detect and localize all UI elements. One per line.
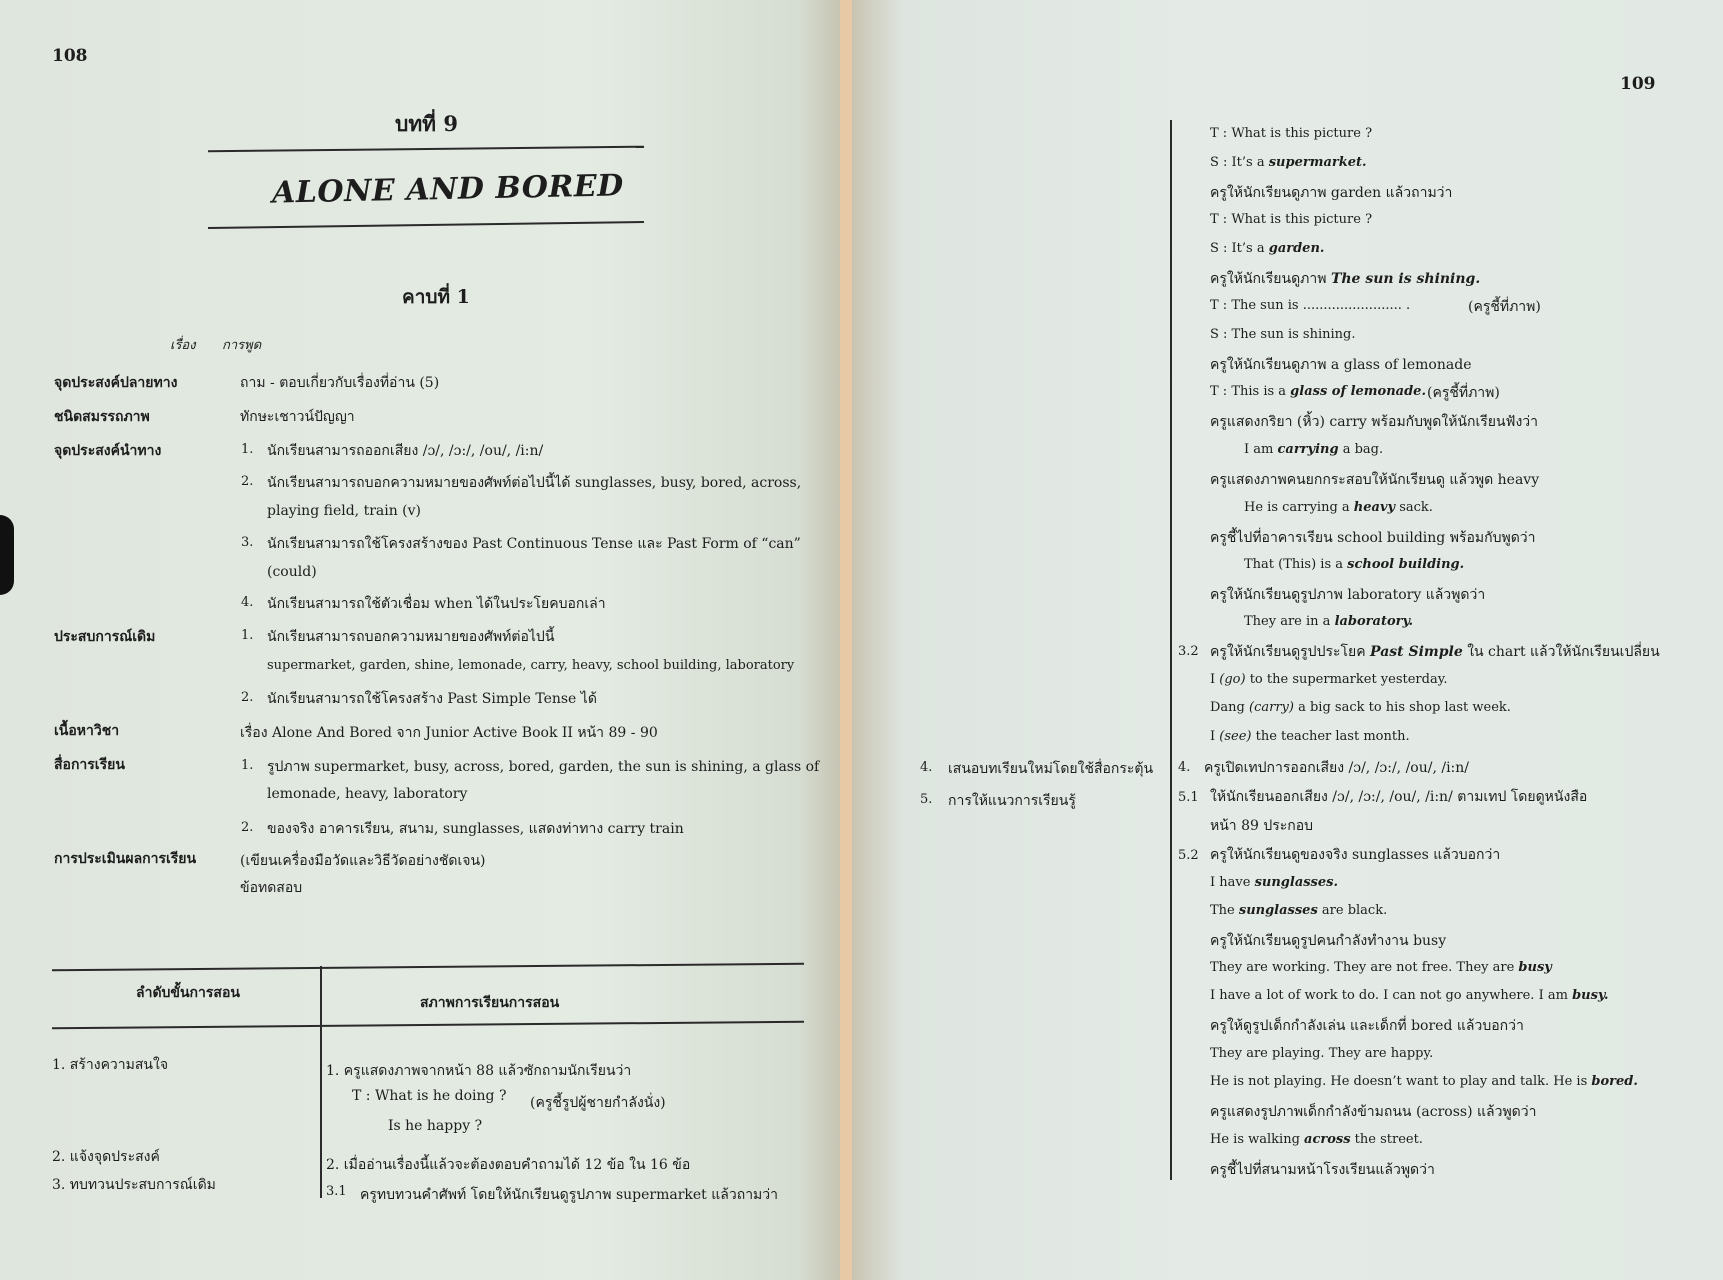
instruction-line: ครูให้นักเรียนดูภาพ The sun is shining. [1210,271,1481,287]
list-item: นักเรียนสามารถใช้โครงสร้าง Past Simple Tense ได้ [267,691,597,707]
row-label-evaluation: การประเมินผลการเรียน [54,851,197,867]
list-item-number: 2. [241,474,254,489]
example-line: Dang (carry) a big sack to his shop last week. [1210,700,1511,715]
step-1: 1. สร้างความสนใจ [52,1057,169,1073]
instruction-line: ครูแสดงกริยา (หิ้ว) carry พร้อมกับพูดให้นักเรียนฟังว่า [1210,414,1539,430]
dialogue-note: (ครูชี้ที่ภาพ) [1468,299,1541,315]
page-number-left: 108 [52,46,88,66]
item-number: 4. [1178,760,1191,775]
dialogue-line: S : It’s a supermarket. [1210,155,1367,170]
item-number: 3.2 [1178,644,1199,659]
instruction-line: ครูชี้ไปที่อาคารเรียน school building พร้อมกับพูดว่า [1210,530,1536,546]
example-line: They are playing. They are happy. [1210,1046,1434,1061]
step-2: 2. แจ้งจุดประสงค์ [52,1149,160,1165]
dialogue-note: (ครูชี้ที่ภาพ) [1427,385,1500,401]
instruction-line: ครูให้นักเรียนดูภาพ garden แล้วถามว่า [1210,185,1453,201]
table-rule-top [52,963,804,972]
activity-1: 1. ครูแสดงภาพจากหน้า 88 แล้วซักถามนักเรียนว่า [326,1063,632,1079]
instruction-line: ครูชี้ไปที่สนามหน้าโรงเรียนแล้วพูดว่า [1210,1162,1435,1178]
example-line: That (This) is a school building. [1244,557,1465,572]
list-item-number: 1. [241,628,254,643]
list-item: นักเรียนสามารถใช้โครงสร้างของ Past Continuous Tense และ Past Form of “can” [267,536,801,552]
binder-ring [0,515,14,595]
example-line: He is walking across the street. [1210,1132,1423,1147]
activity-1-dialogue: T : What is he doing ? [352,1088,507,1104]
list-item-number: 1. [241,442,254,457]
instruction-line: ครูให้ดูรูปเด็กกำลังเล่น และเด็กที่ bored แล้วบอกว่า [1210,1018,1524,1034]
activity-2: 2. เมื่ออ่านเรื่องนี้แล้วจะต้องตอบคำถามได้ 12 ข้อ ใน 16 ข้อ [326,1157,691,1173]
title-rule-top [208,146,644,153]
row-label-enabling-objectives: จุดประสงค์นำทาง [54,443,162,459]
step-4-number: 4. [920,760,933,775]
instruction-line: ครูให้นักเรียนดูภาพ a glass of lemonade [1210,357,1472,373]
table-rule-header [52,1021,804,1030]
example-line: They are in a laboratory. [1244,614,1414,629]
row-label-competency: ชนิดสมรรถภาพ [54,409,150,425]
list-item-continued: supermarket, garden, shine, lemonade, carry, heavy, school building, laboratory [267,658,795,673]
list-item: รูปภาพ supermarket, busy, across, bored, garden, the sun is shining, a glass of [267,759,820,775]
instruction-line: ครูแสดงรูปภาพเด็กกำลังข้ามถนน (across) แล้วพูดว่า [1210,1104,1537,1120]
example-line: The sunglasses are black. [1210,903,1388,918]
list-item-continued: playing field, train (v) [267,503,422,519]
row-label-materials: สื่อการเรียน [54,757,125,773]
list-item-number: 2. [241,820,254,835]
row-value-competency: ทักษะเชาวน์ปัญญา [240,409,355,425]
item-number: 5.2 [1178,848,1199,863]
topic-value: การพูด [222,338,262,353]
row-label-terminal-objective: จุดประสงค์ปลายทาง [54,375,178,391]
row-value-evaluation: (เขียนเครื่องมือวัดและวิธีวัดอย่างชัดเจน) [240,853,486,869]
row-label-prior-experience: ประสบการณ์เดิม [54,629,156,645]
activity-1-note: (ครูชี้รูปผู้ชายกำลังนั่ง) [530,1095,666,1111]
list-item: นักเรียนสามารถออกเสียง /ɔ/, /ɔ:/, /ou/, /i:n/ [267,443,544,459]
dialogue-line: T : What is this picture ? [1210,126,1373,141]
list-item: นักเรียนสามารถบอกความหมายของศัพท์ต่อไปนี้ [267,629,555,645]
topic-label: เรื่อง [170,338,196,353]
left-page [0,0,840,1280]
dialogue-line: S : It’s a garden. [1210,241,1325,256]
instruction-line: ครูให้นักเรียนดูรูปคนกำลังทำงาน busy [1210,933,1447,949]
list-item: นักเรียนสามารถบอกความหมายของศัพท์ต่อไปนี้ได้ sunglasses, busy, bored, across, [267,475,802,491]
example-line: They are working. They are not free. They are busy [1210,960,1552,975]
step-4: เสนอบทเรียนใหม่โดยใช้สื่อกระตุ้น [948,761,1154,777]
example-line: I have a lot of work to do. I can not go anywhere. I am busy. [1210,988,1609,1003]
example-line: I have sunglasses. [1210,875,1338,890]
page-title: ALONE AND BORED [271,168,625,211]
instruction-line: ครูให้นักเรียนดูรูปประโยค Past Simple ใน chart แล้วให้นักเรียนเปลี่ยน [1210,644,1660,660]
table-header-activities: สภาพการเรียนการสอน [420,995,560,1011]
dialogue-line: T : This is a glass of lemonade. [1210,384,1426,399]
row-value-content: เรื่อง Alone And Bored จาก Junior Active Book II หน้า 89 - 90 [240,725,658,741]
dialogue-line: T : What is this picture ? [1210,212,1373,227]
chapter-heading: บทที่ 9 [395,111,458,136]
list-item-continued: lemonade, heavy, laboratory [267,786,468,802]
example-line: I am carrying a bag. [1244,442,1384,457]
example-line: He is carrying a heavy sack. [1244,500,1433,515]
instruction-line: ครูให้นักเรียนดูของจริง sunglasses แล้วบอกว่า [1210,847,1501,863]
example-line: I (see) the teacher last month. [1210,729,1410,744]
activity-3: ครูทบทวนคำศัพท์ โดยให้นักเรียนดูรูปภาพ supermarket แล้วถามว่า [360,1187,779,1203]
row-value-evaluation-2: ข้อทดสอบ [240,880,303,896]
instruction-line: ครูเปิดเทปการออกเสียง /ɔ/, /ɔ:/, /ou/, /i:n/ [1204,760,1470,776]
list-item-number: 4. [241,595,254,610]
table-column-divider [320,966,322,1198]
activity-3-number: 3.1 [326,1184,347,1199]
list-item-number: 1. [241,758,254,773]
dialogue-line: S : The sun is shining. [1210,327,1356,342]
item-number: 5.1 [1178,790,1199,805]
step-3: 3. ทบทวนประสบการณ์เดิม [52,1177,216,1193]
step-5-number: 5. [920,792,933,807]
step-5: การให้แนวการเรียนรู้ [948,793,1076,809]
row-value-terminal-objective: ถาม - ตอบเกี่ยวกับเรื่องที่อ่าน (5) [240,375,440,391]
instruction-line: ครูแสดงภาพคนยกกระสอบให้นักเรียนดู แล้วพูด heavy [1210,472,1540,488]
period-heading: คาบที่ 1 [402,286,470,308]
row-label-content: เนื้อหาวิชา [54,723,120,739]
list-item-continued: (could) [267,564,317,580]
list-item: ของจริง อาคารเรียน, สนาม, sunglasses, แสดงท่าทาง carry train [267,821,684,837]
page-number-right: 109 [1620,74,1656,94]
instruction-line: ให้นักเรียนออกเสียง /ɔ/, /ɔ:/, /ou/, /i:n/ ตามเทป โดยดูหนังสือ [1210,789,1588,805]
instruction-line: ครูให้นักเรียนดูรูปภาพ laboratory แล้วพูดว่า [1210,587,1486,603]
right-page [852,0,1723,1280]
example-line: I (go) to the supermarket yesterday. [1210,672,1448,687]
activity-1-question: Is he happy ? [388,1118,483,1134]
dialogue-line: T : The sun is ........................ . [1210,298,1411,313]
instruction-line: หน้า 89 ประกอบ [1210,818,1314,834]
table-header-steps: ลำดับขั้นการสอน [136,985,240,1001]
column-divider [1170,120,1172,1180]
example-line: He is not playing. He doesn’t want to play and talk. He is bored. [1210,1074,1638,1089]
list-item-number: 3. [241,535,254,550]
list-item: นักเรียนสามารถใช้ตัวเชื่อม when ได้ในประโยคบอกเล่า [267,596,606,612]
list-item-number: 2. [241,690,254,705]
title-rule-bottom [208,221,644,229]
